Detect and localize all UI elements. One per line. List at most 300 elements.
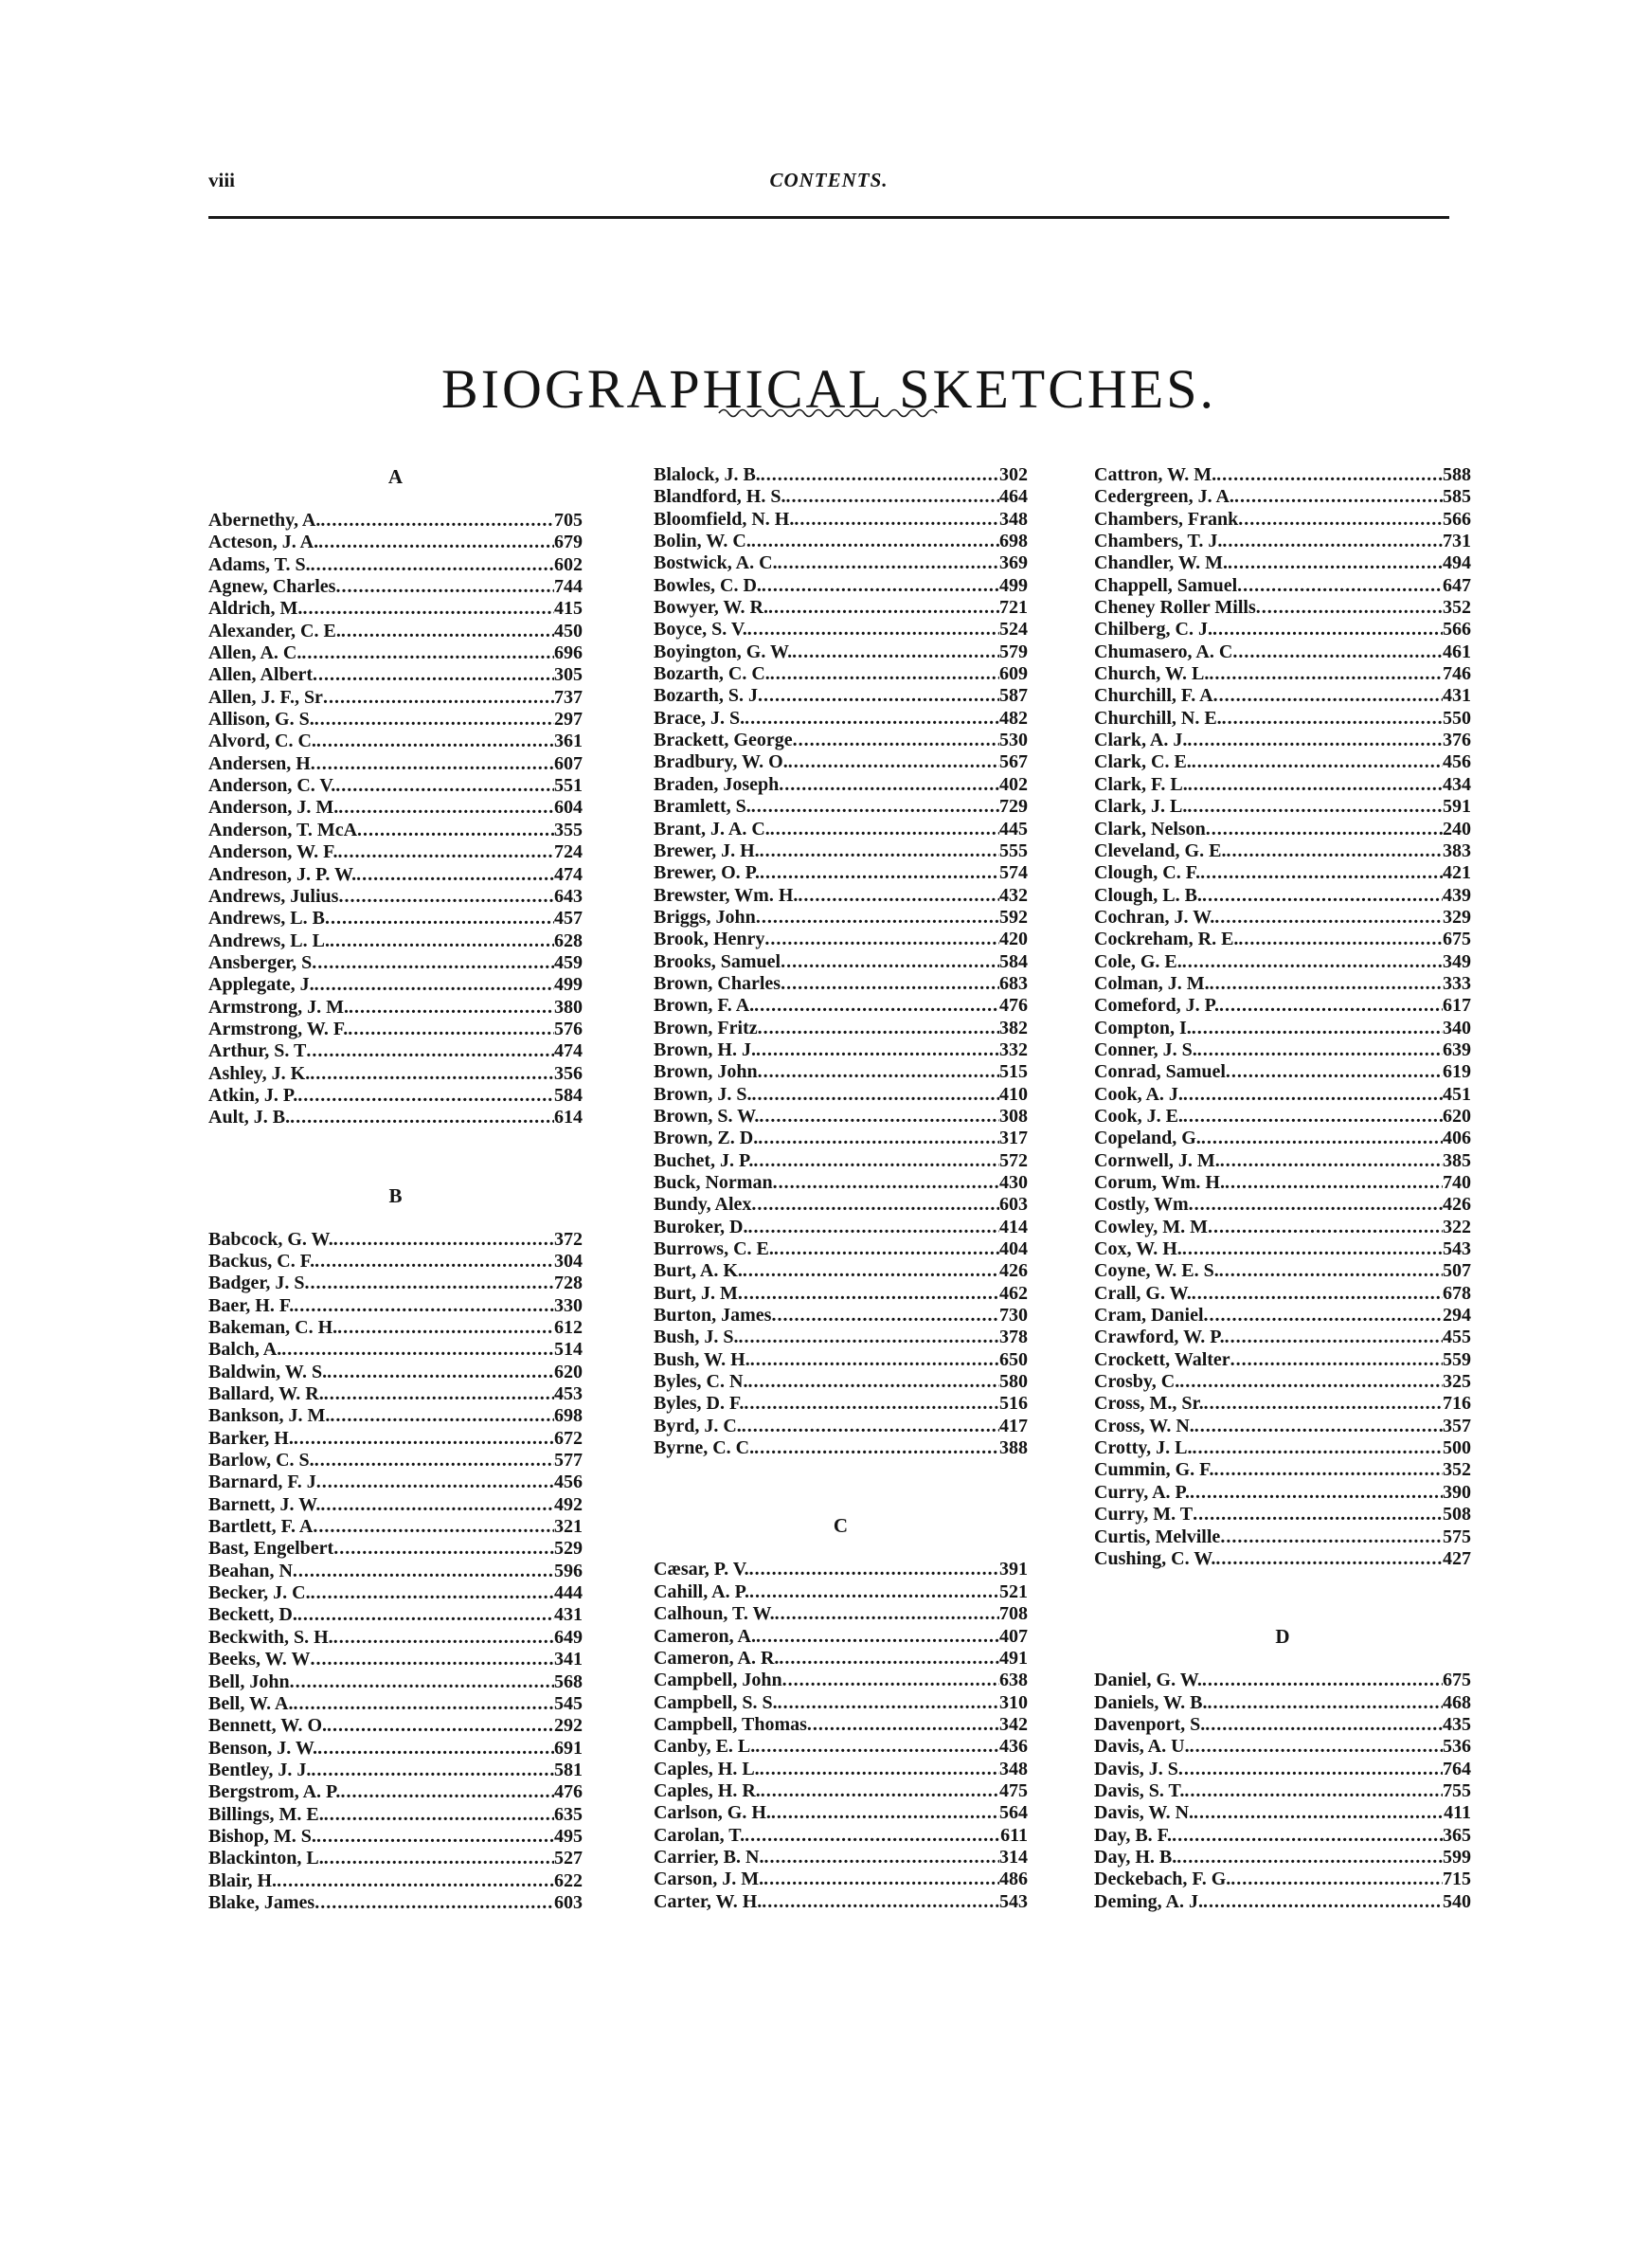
entry-page-number: 310 bbox=[999, 1691, 1028, 1713]
index-entry bbox=[1094, 597, 1471, 619]
index-entry bbox=[654, 1670, 1028, 1691]
entry-name: Campbell, Thomas bbox=[654, 1713, 807, 1735]
entry-name: Daniels, W. B. bbox=[1094, 1691, 1208, 1713]
dot-leader bbox=[1192, 751, 1443, 773]
index-entry bbox=[654, 1150, 1028, 1172]
entry-page-number: 333 bbox=[1443, 972, 1471, 994]
index-entry bbox=[1094, 1260, 1471, 1282]
dot-leader bbox=[761, 1780, 999, 1802]
dot-leader bbox=[749, 1581, 999, 1603]
dot-leader bbox=[313, 664, 554, 686]
index-entry bbox=[654, 1692, 1028, 1714]
index-entry bbox=[208, 1781, 583, 1803]
dot-leader bbox=[760, 862, 999, 884]
dot-leader bbox=[1226, 840, 1443, 862]
entry-name: Brook, Henry bbox=[654, 929, 765, 950]
entry-page-number: 639 bbox=[1443, 1038, 1471, 1060]
dot-leader bbox=[320, 1494, 554, 1516]
dot-leader bbox=[314, 1251, 554, 1273]
dot-leader bbox=[781, 973, 999, 995]
entry-name: Brackett, George bbox=[654, 730, 793, 751]
dot-leader bbox=[1234, 486, 1443, 508]
dot-leader bbox=[761, 464, 999, 486]
entry-name: Buchet, J. P. bbox=[654, 1149, 754, 1171]
entry-name: Barlow, C. S. bbox=[208, 1450, 314, 1472]
entry-name: Comeford, J. P. bbox=[1094, 995, 1220, 1017]
entry-page-number: 516 bbox=[999, 1393, 1028, 1415]
index-entry bbox=[654, 1084, 1028, 1106]
entry-name: Acteson, J. A. bbox=[208, 532, 319, 553]
index-entry bbox=[1094, 1238, 1471, 1260]
index-entry bbox=[1094, 464, 1471, 486]
entry-name: Crall, G. W. bbox=[1094, 1282, 1192, 1304]
index-entry bbox=[654, 1106, 1028, 1128]
entry-page-number: 372 bbox=[554, 1228, 583, 1250]
entry-name: Bush, W. H. bbox=[654, 1348, 750, 1370]
entry-name: Anderson, T. McA bbox=[208, 819, 358, 840]
entry-name: Brant, J. A. C. bbox=[654, 818, 770, 840]
dot-leader bbox=[739, 1327, 1000, 1348]
index-entry bbox=[208, 841, 583, 863]
entry-page-number: 426 bbox=[999, 1260, 1028, 1282]
index-entry bbox=[654, 597, 1028, 619]
index-entry bbox=[1094, 1504, 1471, 1526]
dot-leader bbox=[306, 1040, 554, 1062]
dot-leader bbox=[744, 1393, 999, 1415]
dot-leader bbox=[756, 1039, 999, 1061]
entry-name: Bundy, Alex bbox=[654, 1194, 752, 1216]
entry-page-number: 643 bbox=[554, 885, 583, 907]
entry-page-number: 728 bbox=[554, 1273, 583, 1294]
index-entry bbox=[1094, 1084, 1471, 1106]
entry-name: Bozarth, C. C. bbox=[654, 663, 770, 685]
entry-name: Armstrong, J. M. bbox=[208, 996, 349, 1018]
entry-page-number: 302 bbox=[999, 464, 1028, 485]
dot-leader bbox=[1190, 1482, 1443, 1504]
dot-leader bbox=[760, 1759, 999, 1780]
entry-name: Clark, C. E. bbox=[1094, 751, 1192, 773]
entry-page-number: 679 bbox=[554, 532, 583, 553]
entry-page-number: 356 bbox=[554, 1062, 583, 1084]
dot-leader bbox=[313, 1516, 554, 1538]
entry-name: Andrews, L. B bbox=[208, 908, 325, 930]
entry-page-number: 566 bbox=[1443, 508, 1471, 530]
index-entry bbox=[1094, 862, 1471, 884]
index-entry bbox=[654, 1626, 1028, 1648]
entry-page-number: 355 bbox=[554, 819, 583, 840]
section-letter-d: D bbox=[1275, 1625, 1290, 1649]
index-entry bbox=[1094, 1061, 1471, 1083]
index-entry bbox=[208, 1760, 583, 1781]
dot-leader bbox=[1230, 1349, 1443, 1371]
dot-leader bbox=[758, 1128, 999, 1149]
entry-page-number: 545 bbox=[554, 1692, 583, 1714]
entry-name: Chappell, Samuel bbox=[1094, 574, 1238, 596]
entry-name: Burton, James bbox=[654, 1305, 772, 1327]
entry-page-number: 380 bbox=[554, 996, 583, 1018]
entry-page-number: 721 bbox=[999, 597, 1028, 619]
entry-name: Beckett, D. bbox=[208, 1604, 297, 1626]
dot-leader bbox=[762, 1891, 999, 1913]
index-entry bbox=[208, 1538, 583, 1560]
index-entry bbox=[208, 709, 583, 731]
dot-leader bbox=[785, 486, 999, 508]
entry-name: Cameron, A. R. bbox=[654, 1647, 780, 1669]
entry-name: Corum, Wm. H. bbox=[1094, 1172, 1225, 1193]
entry-page-number: 388 bbox=[999, 1437, 1028, 1459]
dot-leader bbox=[290, 1671, 554, 1693]
dot-leader bbox=[1187, 730, 1443, 751]
dot-leader bbox=[1206, 819, 1443, 840]
entry-page-number: 568 bbox=[554, 1670, 583, 1692]
entry-page-number: 740 bbox=[1443, 1172, 1471, 1193]
page-number: viii bbox=[208, 169, 236, 191]
index-entry bbox=[208, 1339, 583, 1361]
dot-leader bbox=[340, 1781, 554, 1803]
entry-page-number: 369 bbox=[999, 552, 1028, 574]
entry-page-number: 349 bbox=[1443, 950, 1471, 972]
index-entry bbox=[654, 751, 1028, 773]
dot-leader bbox=[324, 1848, 554, 1869]
entry-name: Brown, J. S. bbox=[654, 1083, 752, 1105]
entry-name: Armstrong, W. F. bbox=[208, 1018, 349, 1039]
dot-leader bbox=[755, 1736, 999, 1758]
entry-page-number: 575 bbox=[1443, 1526, 1471, 1547]
entry-page-number: 378 bbox=[999, 1327, 1028, 1348]
index-entry bbox=[654, 730, 1028, 751]
dot-leader bbox=[1230, 1869, 1443, 1890]
entry-page-number: 426 bbox=[1443, 1194, 1471, 1216]
entry-name: Cox, W. H. bbox=[1094, 1238, 1182, 1260]
dot-leader bbox=[294, 1295, 554, 1317]
dot-leader bbox=[290, 1107, 554, 1128]
index-entry bbox=[208, 908, 583, 930]
entry-name: Andersen, H bbox=[208, 752, 311, 774]
index-entry bbox=[1094, 1692, 1471, 1714]
entry-page-number: 432 bbox=[999, 884, 1028, 906]
entry-page-number: 567 bbox=[999, 751, 1028, 773]
dot-leader bbox=[768, 597, 999, 619]
entry-name: Andrews, L. L. bbox=[208, 930, 330, 951]
entry-page-number: 521 bbox=[999, 1580, 1028, 1602]
entry-page-number: 420 bbox=[999, 929, 1028, 950]
index-entry bbox=[208, 1516, 583, 1538]
index-entry bbox=[1094, 663, 1471, 685]
entry-name: Burrows, C. E. bbox=[654, 1238, 774, 1260]
index-entry bbox=[1094, 1371, 1471, 1393]
entry-name: Barnard, F. J bbox=[208, 1472, 316, 1493]
entry-name: Allen, A. C. bbox=[208, 642, 302, 664]
dot-leader bbox=[758, 685, 999, 707]
entry-page-number: 611 bbox=[1000, 1824, 1028, 1846]
index-entry bbox=[1094, 1869, 1471, 1890]
entry-name: Byles, C. N. bbox=[654, 1371, 748, 1393]
entry-page-number: 348 bbox=[999, 508, 1028, 530]
entry-page-number: 322 bbox=[1443, 1216, 1471, 1237]
index-entry bbox=[1094, 531, 1471, 552]
entry-page-number: 365 bbox=[1443, 1824, 1471, 1846]
entry-page-number: 451 bbox=[1443, 1083, 1471, 1105]
entry-name: Curry, A. P. bbox=[1094, 1481, 1190, 1503]
index-entry bbox=[654, 708, 1028, 730]
index-entry bbox=[654, 1194, 1028, 1216]
entry-page-number: 402 bbox=[999, 773, 1028, 795]
section-b-list bbox=[208, 1229, 583, 1915]
index-entry bbox=[1094, 685, 1471, 707]
dot-leader bbox=[1209, 663, 1443, 685]
entry-name: Crockett, Walter bbox=[1094, 1348, 1230, 1370]
entry-name: Bentley, J. J. bbox=[208, 1759, 312, 1780]
dot-leader bbox=[302, 598, 554, 620]
entry-page-number: 439 bbox=[1443, 884, 1471, 906]
dot-leader bbox=[1192, 1283, 1443, 1305]
dot-leader bbox=[1197, 1039, 1443, 1061]
index-entry bbox=[208, 576, 583, 598]
index-entry bbox=[208, 1450, 583, 1472]
dot-leader bbox=[301, 642, 554, 664]
entry-page-number: 476 bbox=[554, 1781, 583, 1803]
section-letter-a: A bbox=[387, 465, 404, 488]
entry-page-number: 341 bbox=[554, 1649, 583, 1670]
dot-leader bbox=[745, 1825, 1000, 1847]
dot-leader bbox=[348, 1019, 554, 1040]
index-entry bbox=[1094, 1802, 1471, 1824]
dot-leader bbox=[277, 1870, 554, 1892]
entry-name: Daniel, G. W. bbox=[1094, 1670, 1202, 1691]
entry-page-number: 579 bbox=[999, 641, 1028, 662]
dot-leader bbox=[356, 864, 554, 886]
dot-leader bbox=[330, 1405, 554, 1427]
entry-name: Brace, J. S. bbox=[654, 707, 745, 729]
entry-page-number: 755 bbox=[1443, 1779, 1471, 1801]
dot-leader bbox=[330, 930, 554, 952]
entry-name: Carlson, G. H. bbox=[654, 1802, 771, 1824]
entry-page-number: 580 bbox=[999, 1371, 1028, 1393]
dot-leader bbox=[1219, 995, 1443, 1017]
dot-leader bbox=[1226, 1061, 1443, 1083]
entry-page-number: 500 bbox=[1443, 1437, 1471, 1459]
entry-name: Calhoun, T. W. bbox=[654, 1603, 775, 1625]
entry-page-number: 609 bbox=[999, 663, 1028, 685]
entry-page-number: 407 bbox=[999, 1625, 1028, 1647]
entry-name: Canby, E. L. bbox=[654, 1736, 756, 1758]
entry-name: Barker, H. bbox=[208, 1427, 294, 1449]
index-entry bbox=[1094, 751, 1471, 773]
entry-name: Bloomfield, N. H. bbox=[654, 508, 795, 530]
dot-leader bbox=[758, 1061, 999, 1083]
dot-leader bbox=[1237, 575, 1443, 597]
entry-name: Deckebach, F. G. bbox=[1094, 1869, 1231, 1890]
dot-leader bbox=[311, 1760, 554, 1781]
entry-page-number: 620 bbox=[554, 1361, 583, 1382]
entry-page-number: 305 bbox=[554, 664, 583, 686]
index-entry bbox=[208, 554, 583, 576]
dot-leader bbox=[742, 1416, 999, 1437]
entry-name: Chambers, Frank bbox=[1094, 508, 1239, 530]
entry-page-number: 716 bbox=[1443, 1393, 1471, 1415]
index-entry bbox=[208, 797, 583, 819]
entry-name: Anderson, J. M. bbox=[208, 797, 339, 819]
index-entry bbox=[208, 886, 583, 908]
entry-page-number: 474 bbox=[554, 863, 583, 885]
dot-leader bbox=[764, 929, 999, 950]
entry-page-number: 474 bbox=[554, 1040, 583, 1062]
entry-page-number: 352 bbox=[1443, 597, 1471, 619]
entry-page-number: 464 bbox=[999, 486, 1028, 508]
index-entry bbox=[654, 1238, 1028, 1260]
entry-page-number: 411 bbox=[1444, 1802, 1471, 1824]
index-entry bbox=[1094, 1780, 1471, 1802]
entry-name: Churchill, F. A bbox=[1094, 685, 1213, 707]
entry-page-number: 456 bbox=[554, 1472, 583, 1493]
entry-page-number: 638 bbox=[999, 1670, 1028, 1691]
index-entry bbox=[1094, 885, 1471, 907]
dot-leader bbox=[320, 510, 554, 532]
entry-name: Beeks, W. W bbox=[208, 1649, 311, 1670]
dot-leader bbox=[311, 753, 554, 775]
entry-name: Barnett, J. W. bbox=[208, 1493, 321, 1515]
entry-page-number: 421 bbox=[1443, 862, 1471, 884]
dot-leader bbox=[747, 619, 999, 641]
dot-leader bbox=[314, 1450, 554, 1472]
entry-page-number: 647 bbox=[1443, 574, 1471, 596]
entry-name: Davis, W. N. bbox=[1094, 1802, 1194, 1824]
index-entry bbox=[1094, 1437, 1471, 1459]
entry-page-number: 321 bbox=[554, 1516, 583, 1538]
entry-page-number: 459 bbox=[554, 951, 583, 973]
dot-leader bbox=[775, 1603, 999, 1625]
index-entry bbox=[208, 1561, 583, 1582]
index-entry bbox=[208, 1405, 583, 1427]
dot-leader bbox=[751, 796, 999, 818]
entry-page-number: 622 bbox=[554, 1869, 583, 1891]
entry-page-number: 376 bbox=[1443, 730, 1471, 751]
entry-page-number: 382 bbox=[999, 1017, 1028, 1038]
index-entry bbox=[208, 1229, 583, 1251]
entry-name: Cook, A. J. bbox=[1094, 1083, 1183, 1105]
entry-name: Brown, John bbox=[654, 1061, 758, 1083]
index-entry bbox=[1094, 929, 1471, 950]
entry-page-number: 529 bbox=[554, 1538, 583, 1560]
dot-leader bbox=[314, 709, 554, 731]
entry-page-number: 317 bbox=[999, 1128, 1028, 1149]
index-entry bbox=[654, 1736, 1028, 1758]
dot-leader bbox=[1179, 1371, 1443, 1393]
index-entry bbox=[654, 1780, 1028, 1802]
entry-name: Allen, Albert bbox=[208, 664, 313, 686]
index-entry bbox=[208, 1627, 583, 1649]
index-entry bbox=[208, 1826, 583, 1848]
entry-page-number: 607 bbox=[554, 752, 583, 774]
entry-name: Davis, J. S bbox=[1094, 1758, 1178, 1779]
index-entry bbox=[208, 864, 583, 886]
entry-page-number: 536 bbox=[1443, 1736, 1471, 1758]
index-entry bbox=[654, 619, 1028, 641]
entry-name: Clark, F. L. bbox=[1094, 773, 1188, 795]
index-entry bbox=[654, 1061, 1028, 1083]
entry-name: Badger, J. S bbox=[208, 1273, 305, 1294]
entry-page-number: 576 bbox=[554, 1018, 583, 1039]
entry-name: Bakeman, C. H. bbox=[208, 1317, 338, 1338]
index-entry bbox=[1094, 619, 1471, 641]
entry-name: Davenport, S. bbox=[1094, 1713, 1206, 1735]
entry-page-number: 435 bbox=[1443, 1713, 1471, 1735]
index-entry bbox=[208, 1040, 583, 1062]
dot-leader bbox=[788, 751, 999, 773]
entry-name: Curry, M. T bbox=[1094, 1504, 1194, 1526]
entry-name: Bramlett, S. bbox=[654, 796, 751, 818]
entry-page-number: 332 bbox=[999, 1038, 1028, 1060]
dot-leader bbox=[297, 1604, 554, 1626]
entry-name: Deming, A. J. bbox=[1094, 1890, 1203, 1912]
entry-name: Brewster, Wm. H. bbox=[654, 884, 799, 906]
entry-name: Clark, Nelson bbox=[1094, 818, 1206, 840]
header-rule bbox=[208, 216, 1449, 219]
index-entry bbox=[208, 621, 583, 642]
index-entry bbox=[1094, 1217, 1471, 1238]
dot-leader bbox=[1228, 552, 1443, 574]
section-c-list bbox=[654, 1559, 1028, 1913]
entry-page-number: 329 bbox=[1443, 906, 1471, 928]
entry-name: Brewer, O. P. bbox=[654, 862, 761, 884]
dot-leader bbox=[1225, 1172, 1443, 1194]
entry-page-number: 592 bbox=[999, 906, 1028, 928]
entry-page-number: 491 bbox=[999, 1647, 1028, 1669]
entry-name: Blake, James bbox=[208, 1891, 315, 1913]
dot-leader bbox=[745, 708, 999, 730]
dot-leader bbox=[1194, 1802, 1444, 1824]
entry-name: Braden, Joseph bbox=[654, 773, 780, 795]
dot-leader bbox=[781, 951, 999, 973]
index-entry bbox=[208, 1848, 583, 1869]
index-entry bbox=[208, 997, 583, 1019]
entry-page-number: 672 bbox=[554, 1427, 583, 1449]
index-entry bbox=[654, 1172, 1028, 1194]
entry-name: Davis, S. T. bbox=[1094, 1779, 1185, 1801]
entry-page-number: 468 bbox=[1443, 1691, 1471, 1713]
dot-leader bbox=[318, 532, 554, 553]
entry-name: Brown, Fritz bbox=[654, 1017, 758, 1038]
dot-leader bbox=[743, 1260, 999, 1282]
entry-name: Cleveland, G. E. bbox=[1094, 840, 1227, 861]
entry-name: Billings, M. E. bbox=[208, 1803, 324, 1825]
index-entry bbox=[1094, 552, 1471, 574]
entry-page-number: 698 bbox=[554, 1405, 583, 1427]
entry-page-number: 434 bbox=[1443, 773, 1471, 795]
entry-name: Cæsar, P. V. bbox=[654, 1559, 749, 1580]
entry-page-number: 507 bbox=[1443, 1260, 1471, 1282]
entry-page-number: 476 bbox=[999, 995, 1028, 1017]
entry-name: Backus, C. F. bbox=[208, 1250, 315, 1272]
entry-page-number: 599 bbox=[1443, 1846, 1471, 1868]
dot-leader bbox=[752, 1084, 999, 1106]
dot-leader bbox=[807, 1714, 999, 1736]
dot-leader bbox=[335, 576, 554, 598]
index-entry bbox=[208, 1715, 583, 1737]
entry-name: Burt, J. M bbox=[654, 1282, 738, 1304]
index-entry bbox=[654, 973, 1028, 995]
entry-page-number: 330 bbox=[554, 1294, 583, 1316]
dot-leader bbox=[341, 621, 554, 642]
entry-page-number: 455 bbox=[1443, 1327, 1471, 1348]
dot-leader bbox=[763, 1847, 999, 1869]
entry-name: Arthur, S. T bbox=[208, 1040, 307, 1062]
entry-page-number: 482 bbox=[999, 707, 1028, 729]
index-entry bbox=[1094, 973, 1471, 995]
entry-page-number: 603 bbox=[554, 1891, 583, 1913]
dot-leader bbox=[305, 1273, 554, 1294]
entry-name: Coyne, W. E. S. bbox=[1094, 1260, 1219, 1282]
